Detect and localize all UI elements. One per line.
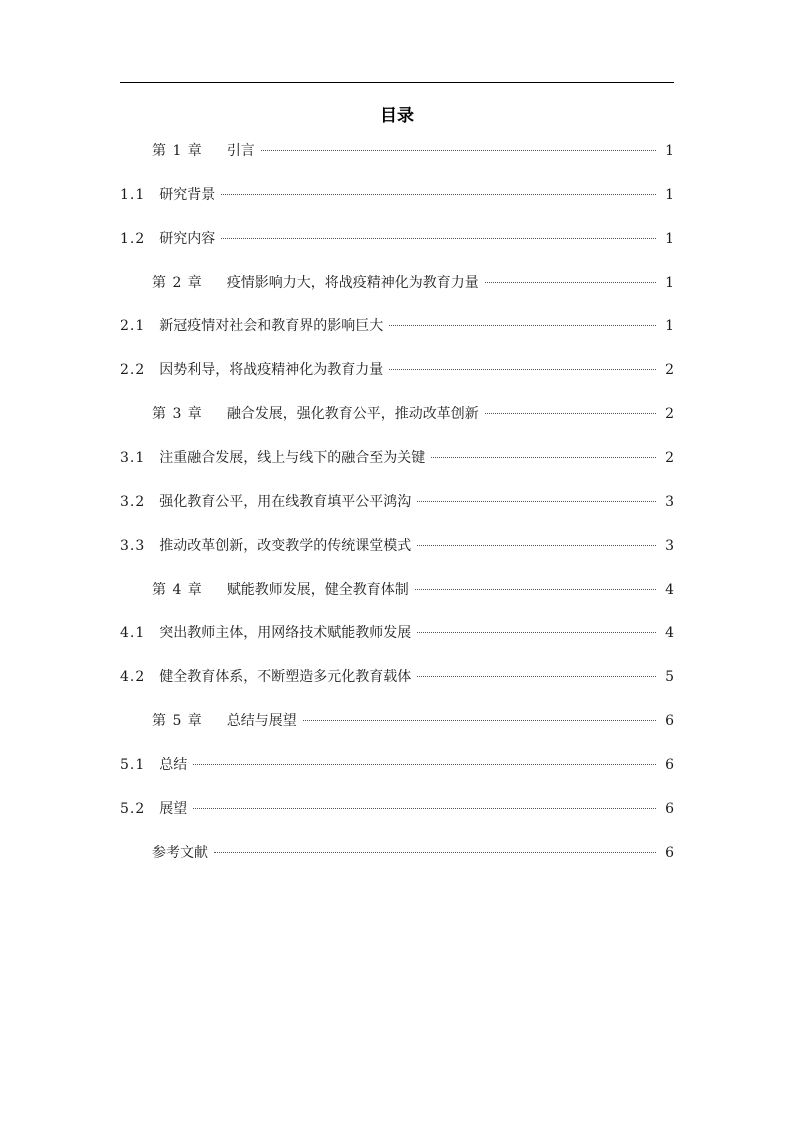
toc-page-number: 6 bbox=[665, 757, 674, 773]
toc-dot-leader bbox=[214, 852, 656, 853]
toc-entry-title: 疫情影响力大，将战疫精神化为教育力量 bbox=[226, 275, 479, 291]
toc-dot-leader bbox=[417, 501, 656, 502]
toc-section-entry[interactable] bbox=[120, 754, 674, 776]
toc-entry-number: 1.1 bbox=[120, 187, 146, 203]
toc-dot-leader bbox=[417, 545, 656, 546]
toc-entry-title: 健全教育体系，不断塑造多元化教育载体 bbox=[159, 669, 412, 685]
toc-dot-leader bbox=[417, 676, 656, 677]
toc-chapter-entry[interactable] bbox=[120, 403, 674, 425]
toc-entry-number: 3.2 bbox=[120, 494, 146, 510]
toc-entry-title: 强化教育公平，用在线教育填平公平鸿沟 bbox=[159, 494, 412, 510]
toc-entry-number: 第 4 章 bbox=[152, 582, 203, 598]
toc-dot-leader bbox=[303, 720, 656, 721]
toc-entry-number: 4.2 bbox=[120, 669, 146, 685]
toc-section-entry[interactable] bbox=[120, 184, 674, 206]
toc-entry-title: 融合发展，强化教育公平，推动改革创新 bbox=[226, 406, 479, 422]
toc-section-entry[interactable] bbox=[120, 447, 674, 469]
toc-entry-title: 赋能教师发展，健全教育体制 bbox=[226, 582, 409, 598]
toc-entry-title: 总结与展望 bbox=[226, 713, 297, 729]
toc-dot-leader bbox=[221, 238, 656, 239]
toc-entry-title: 研究背景 bbox=[159, 187, 216, 203]
toc-dot-leader bbox=[389, 325, 656, 326]
toc-dot-leader bbox=[431, 457, 656, 458]
toc-entry-number: 2.1 bbox=[120, 318, 146, 334]
toc-section-entry[interactable] bbox=[120, 315, 674, 337]
toc-section-entry[interactable] bbox=[120, 228, 674, 250]
toc-chapter-entry[interactable] bbox=[120, 579, 674, 601]
toc-section-entry[interactable] bbox=[120, 359, 674, 381]
toc-dot-leader bbox=[485, 282, 656, 283]
toc-chapter-entry[interactable] bbox=[120, 710, 674, 732]
toc-entry-number: 第 1 章 bbox=[152, 143, 203, 159]
toc-dot-leader bbox=[389, 369, 656, 370]
toc-entry-number: 5.2 bbox=[120, 801, 146, 817]
toc-entry-title: 研究内容 bbox=[159, 231, 216, 247]
toc-dot-leader bbox=[221, 194, 656, 195]
toc-entry-number: 1.2 bbox=[120, 231, 146, 247]
toc-entry[interactable] bbox=[120, 842, 674, 864]
toc-title: 目录 bbox=[380, 106, 414, 126]
toc-page-number: 1 bbox=[665, 275, 674, 291]
toc-entry-title: 注重融合发展，线上与线下的融合至为关键 bbox=[159, 450, 426, 466]
toc-entry-title: 突出教师主体，用网络技术赋能教师发展 bbox=[159, 625, 412, 641]
toc-entry-number: 2.2 bbox=[120, 362, 146, 378]
toc-dot-leader bbox=[193, 808, 656, 809]
toc-entry-number: 第 3 章 bbox=[152, 406, 203, 422]
toc-section-entry[interactable] bbox=[120, 666, 674, 688]
toc-page-number: 6 bbox=[665, 713, 674, 729]
toc-entry-number: 3.3 bbox=[120, 538, 146, 554]
toc-entry-title: 参考文献 bbox=[152, 845, 208, 861]
toc-page-number: 6 bbox=[665, 801, 674, 817]
toc-entry-title: 新冠疫情对社会和教育界的影响巨大 bbox=[159, 318, 384, 334]
toc-page-number: 1 bbox=[665, 318, 674, 334]
toc-page-number: 1 bbox=[665, 187, 674, 203]
toc-page-number: 6 bbox=[665, 845, 674, 861]
toc-entry-title: 推动改革创新，改变教学的传统课堂模式 bbox=[159, 538, 412, 554]
toc-page-number: 4 bbox=[665, 582, 674, 598]
toc-dot-leader bbox=[261, 150, 656, 151]
toc-entry-number: 第 2 章 bbox=[152, 275, 203, 291]
toc-page-number: 5 bbox=[665, 669, 674, 685]
toc-entry-title: 因势利导，将战疫精神化为教育力量 bbox=[159, 362, 384, 378]
toc-entry-title: 总结 bbox=[159, 757, 188, 773]
toc-entry-number: 5.1 bbox=[120, 757, 146, 773]
toc-page-number: 4 bbox=[665, 625, 674, 641]
toc-section-entry[interactable] bbox=[120, 535, 674, 557]
toc-dot-leader bbox=[193, 764, 656, 765]
toc-page-number: 2 bbox=[665, 362, 674, 378]
toc-page-number: 2 bbox=[665, 450, 674, 466]
toc-entry-number: 3.1 bbox=[120, 450, 146, 466]
toc-section-entry[interactable] bbox=[120, 491, 674, 513]
toc-dot-leader bbox=[417, 632, 656, 633]
toc-entry-number: 第 5 章 bbox=[152, 713, 203, 729]
toc-entry-number: 4.1 bbox=[120, 625, 146, 641]
toc-chapter-entry[interactable] bbox=[120, 272, 674, 294]
toc-dot-leader bbox=[485, 413, 656, 414]
toc-entry-title: 展望 bbox=[159, 801, 188, 817]
toc-section-entry[interactable] bbox=[120, 798, 674, 820]
toc-entry-title: 引言 bbox=[226, 143, 255, 159]
toc-page-number: 3 bbox=[665, 494, 674, 510]
toc-page-number: 2 bbox=[665, 406, 674, 422]
toc-chapter-entry[interactable] bbox=[120, 140, 674, 162]
toc-page-number: 1 bbox=[665, 143, 674, 159]
toc-page-number: 1 bbox=[665, 231, 674, 247]
toc-dot-leader bbox=[415, 589, 656, 590]
header-rule bbox=[120, 82, 674, 83]
toc-section-entry[interactable] bbox=[120, 622, 674, 644]
toc-page-number: 3 bbox=[665, 538, 674, 554]
